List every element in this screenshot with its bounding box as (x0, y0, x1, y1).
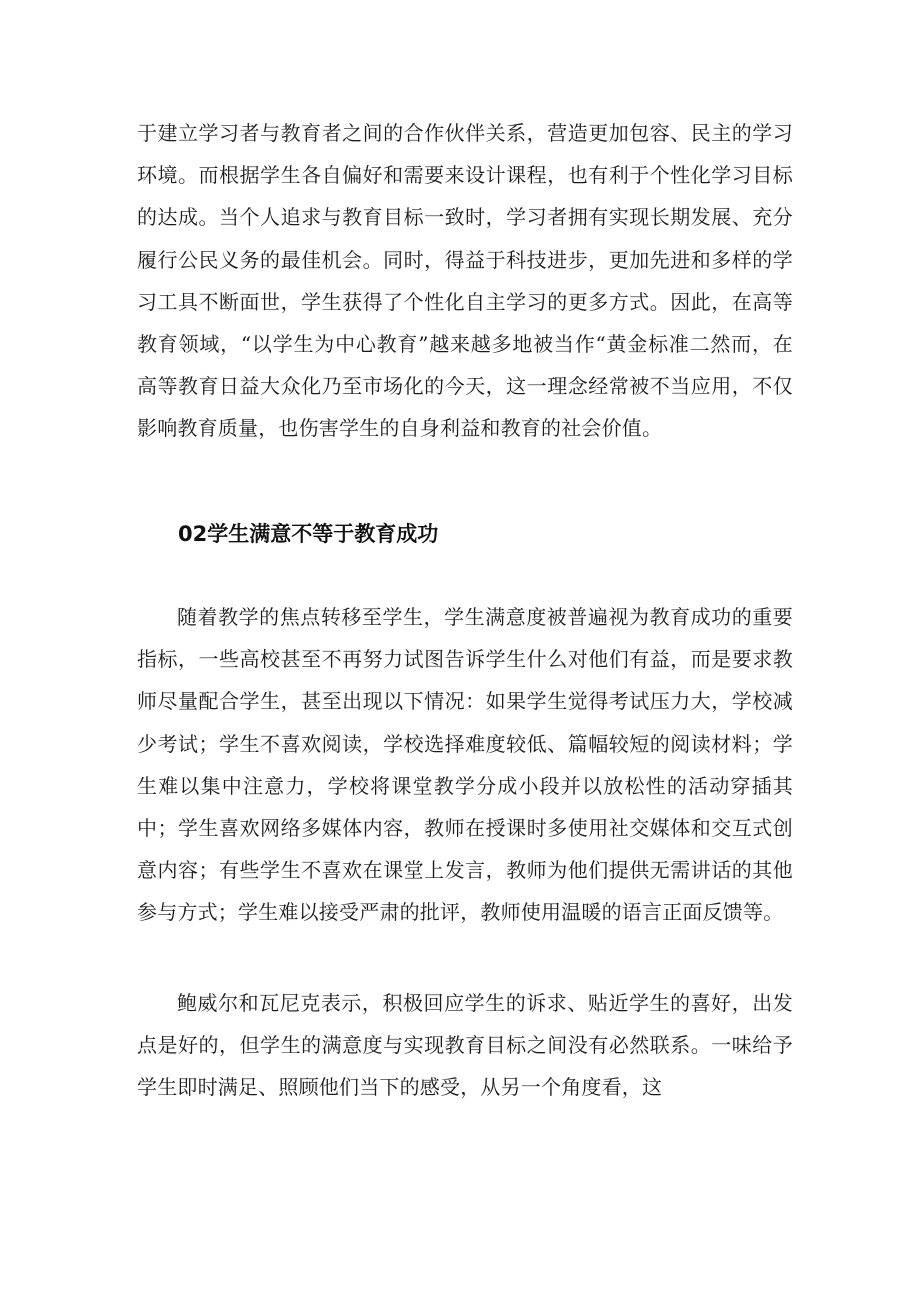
body-paragraph-2: 随着教学的焦点转移至学生，学生满意度被普遍视为教育成功的重要指标，一些高校甚至不再努力试图告诉学生什么对他们有益，而是要求教师尽量配合学生，甚至出现以下情况：如果学生觉得考试压力大，学校减少考试；学生不喜欢阅读，学校选择难度较低、篇幅较短的阅读材料；学生难以集中注意力，学校将课堂教学分成小段并以放松性的活动穿插其中；学生喜欢网络多媒体内容，教师在授课时多使用社交媒体和交互式创意内容；有些学生不喜欢在课堂上发言，教师为他们提供无需讲话的其他参与方式；学生难以接受严肃的批评，教师使用温暖的语言正面反馈等。 (137, 605, 793, 925)
section-heading: 02学生满意不等于教育成功 (178, 522, 439, 546)
body-paragraph-3: 鲍威尔和瓦尼克表示，积极回应学生的诉求、贴近学生的喜好，出发点是好的，但学生的满意度与实现教育目标之间没有必然联系。一味给予学生即时满足、照顾他们当下的感受，从另一个角度看，这 (137, 991, 793, 1100)
body-paragraph-1: 于建立学习者与教育者之间的合作伙伴关系，营造更加包容、民主的学习环境。而根据学生各自偏好和需要来设计课程，也有利于个性化学习目标的达成。当个人追求与教育目标一致时，学习者拥有实现长期发展、充分履行公民义务的最佳机会。同时，得益于科技进步，更加先进和多样的学习工具不断面世，学生获得了个性化自主学习的更多方式。因此，在高等教育领域，“以学生为中心教育”越来越多地被当作“黄金标准二然而，在高等教育日益大众化乃至市场化的今天，这一理念经常被不当应用，不仅影响教育质量，也伤害学生的自身利益和教育的社会价值。 (137, 121, 793, 441)
